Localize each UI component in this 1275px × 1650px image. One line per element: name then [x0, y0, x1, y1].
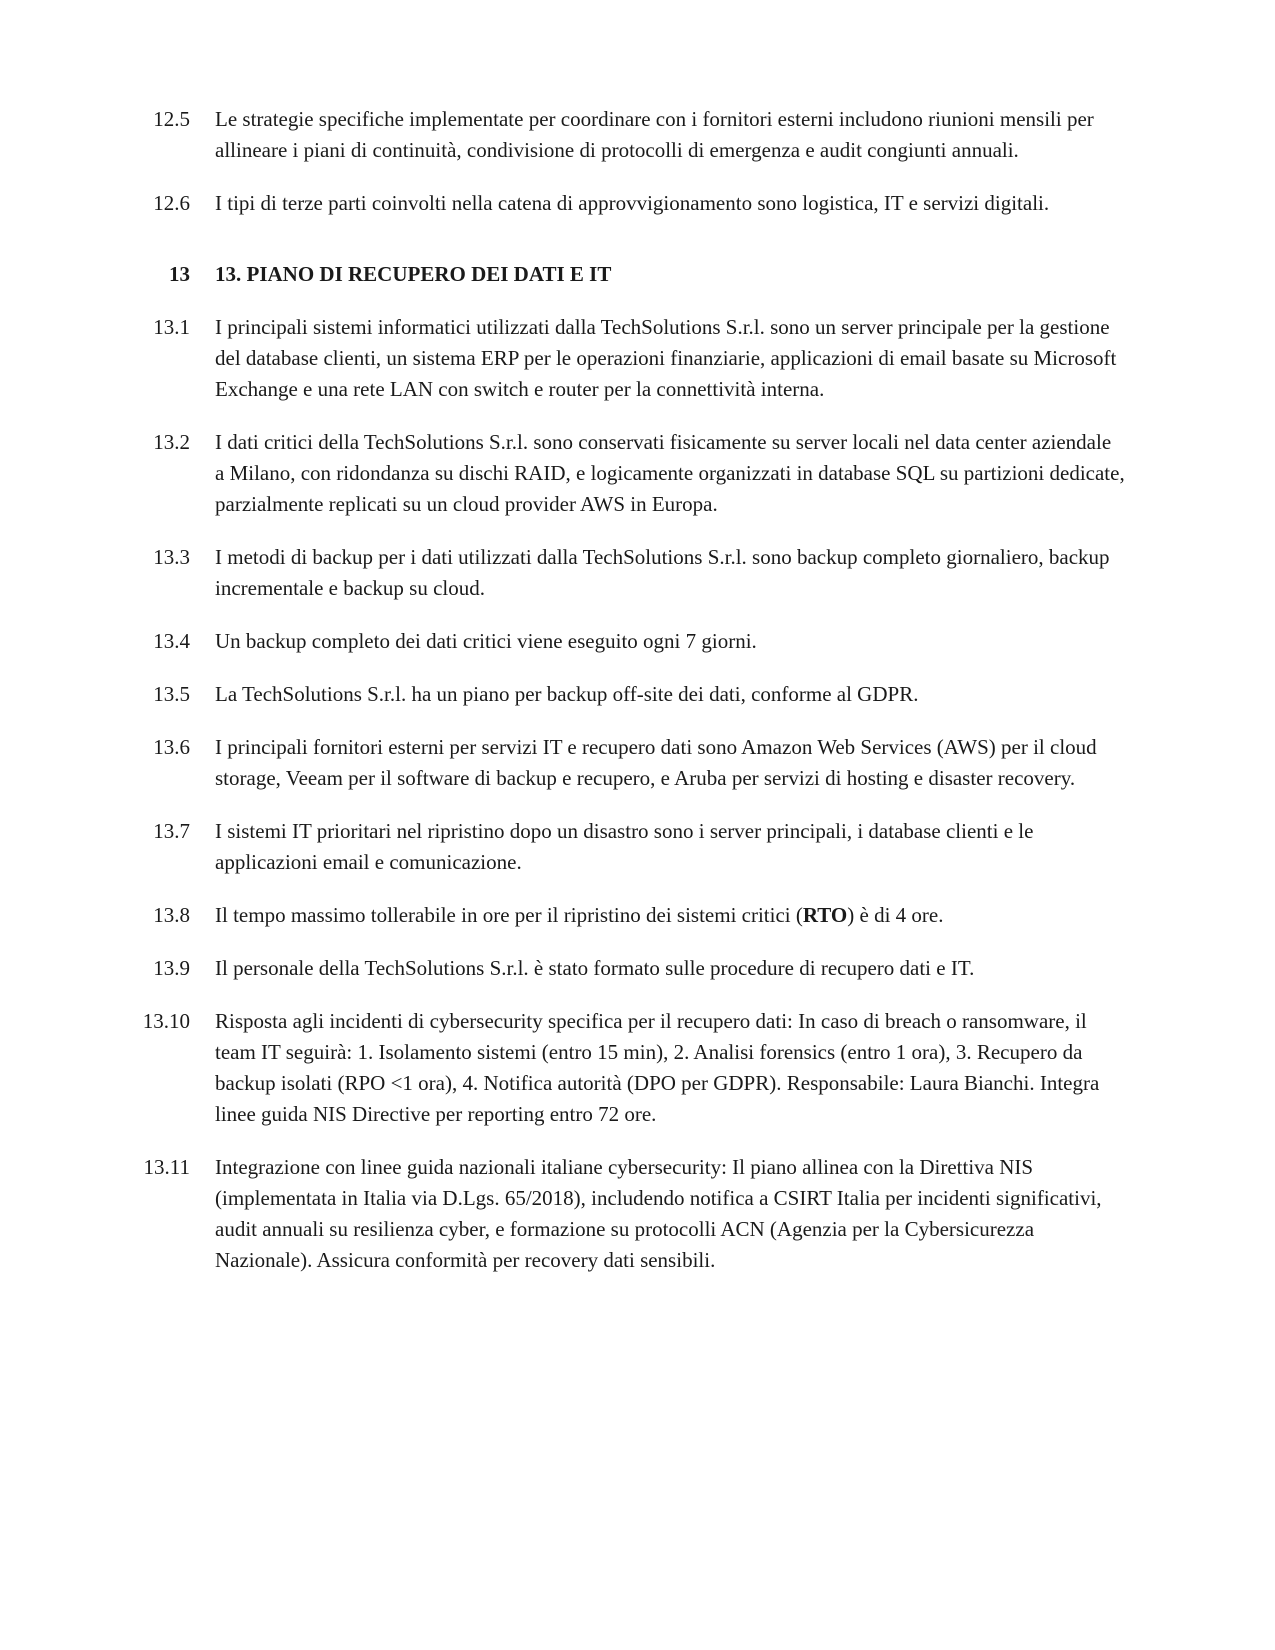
clause-number: 13.10 — [142, 1009, 190, 1033]
clause-text: Risposta agli incidenti di cybersecurity specifica per il recupero dati: In caso di breach o ransomware, il team IT seguirà: 1. Isolamento sistemi (entro 15 min), 2. Analisi forensics (entro 1 ora), 3. Recupero da backup isolati (RPO <1 ora), 4. Notifica autorità (DPO per GDPR). Responsabile: Laura Bianchi. Integra linee guida NIS Directive per reporting entro 72 ore. — [215, 1009, 1100, 1126]
clause-number: 13.2 — [153, 430, 190, 454]
clause-item-13-6 — [97, 732, 1275, 794]
clause-text: Il personale della TechSolutions S.r.l. è stato formato sulle procedure di recupero dati e IT. — [215, 956, 975, 980]
clause-text: Un backup completo dei dati critici viene eseguito ogni 7 giorni. — [215, 629, 757, 653]
clause-number: 13.1 — [153, 315, 190, 339]
clause-item-13-7 — [97, 816, 1275, 878]
clause-item-13-10 — [97, 1006, 1275, 1130]
clause-item-13-11 — [97, 1152, 1275, 1276]
clause-text: I metodi di backup per i dati utilizzati dalla TechSolutions S.r.l. sono backup completo giornaliero, backup incrementale e backup su cloud. — [215, 545, 1110, 600]
clause-text — [215, 900, 1125, 931]
clause-number: 13.6 — [153, 735, 190, 759]
clause-text: La TechSolutions S.r.l. ha un piano per backup off-site dei dati, conforme al GDPR. — [215, 682, 919, 706]
clause-item-13-5 — [97, 679, 1275, 710]
clause-text: I dati critici della TechSolutions S.r.l. sono conservati fisicamente su server locali nel data center aziendale a Milano, con ridondanza su dischi RAID, e logicamente organizzati in database SQL su partizioni dedicate, parzialmente replicati su un cloud provider AWS in Europa. — [215, 430, 1125, 516]
clause-item-13-2 — [97, 427, 1275, 520]
clause-number: 13.4 — [153, 629, 190, 653]
clause-item-13-4 — [97, 626, 1275, 657]
clause-item-13-9 — [97, 953, 1275, 984]
clause-number: 13.3 — [153, 545, 190, 569]
rto-bold-term: RTO — [802, 903, 848, 927]
clause-number: 13.5 — [153, 682, 190, 706]
clause-text-segment: ) è di 4 ore. — [847, 903, 944, 927]
clause-item-13-1 — [97, 312, 1275, 405]
clause-number: 13.11 — [143, 1155, 190, 1179]
clause-number: 12.5 — [153, 107, 190, 131]
section-heading-title: 13. PIANO DI RECUPERO DEI DATI E IT — [215, 262, 612, 286]
section-heading — [97, 259, 1275, 290]
clause-item-12-6 — [97, 188, 1275, 219]
clause-text: I tipi di terze parti coinvolti nella catena di approvvigionamento sono logistica, IT e servizi digitali. — [215, 191, 1050, 215]
clause-number: 12.6 — [153, 191, 190, 215]
clause-number: 13.7 — [153, 819, 190, 843]
clause-number: 13.8 — [153, 903, 190, 927]
clause-text-segment: Il tempo massimo tollerabile in ore per il ripristino dei sistemi critici ( — [215, 903, 803, 927]
section-heading-number: 13 — [169, 262, 190, 286]
clause-text: Integrazione con linee guida nazionali italiane cybersecurity: Il piano allinea con la Direttiva NIS (implementata in Italia via D.Lgs. 65/2018), includendo notifica a CSIRT Italia per incidenti significativi, audit annuali su resilienza cyber, e formazione su protocolli ACN (Agenzia per la Cybersicurezza Nazionale). Assicura conformità per recovery dati sensibili. — [215, 1155, 1102, 1272]
clause-text: I sistemi IT prioritari nel ripristino dopo un disastro sono i server principali, i database clienti e le applicazioni email e comunicazione. — [215, 819, 1034, 874]
clause-number: 13.9 — [153, 956, 190, 980]
clause-item-13-8 — [97, 900, 1275, 931]
clause-text: I principali fornitori esterni per servizi IT e recupero dati sono Amazon Web Services (AWS) per il cloud storage, Veeam per il software di backup e recupero, e Aruba per servizi di hosting e disaster recovery. — [215, 735, 1097, 790]
clause-text: Le strategie specifiche implementate per coordinare con i fornitori esterni includono riunioni mensili per allineare i piani di continuità, condivisione di protocolli di emergenza e audit congiunti annuali. — [215, 107, 1094, 162]
clause-item-12-5 — [97, 104, 1275, 166]
clause-text: I principali sistemi informatici utilizzati dalla TechSolutions S.r.l. sono un server principale per la gestione del database clienti, un sistema ERP per le operazioni finanziarie, applicazioni di email basate su Microsoft Exchange e una rete LAN con switch e router per la connettività interna. — [215, 315, 1117, 401]
clause-item-13-3 — [97, 542, 1275, 604]
